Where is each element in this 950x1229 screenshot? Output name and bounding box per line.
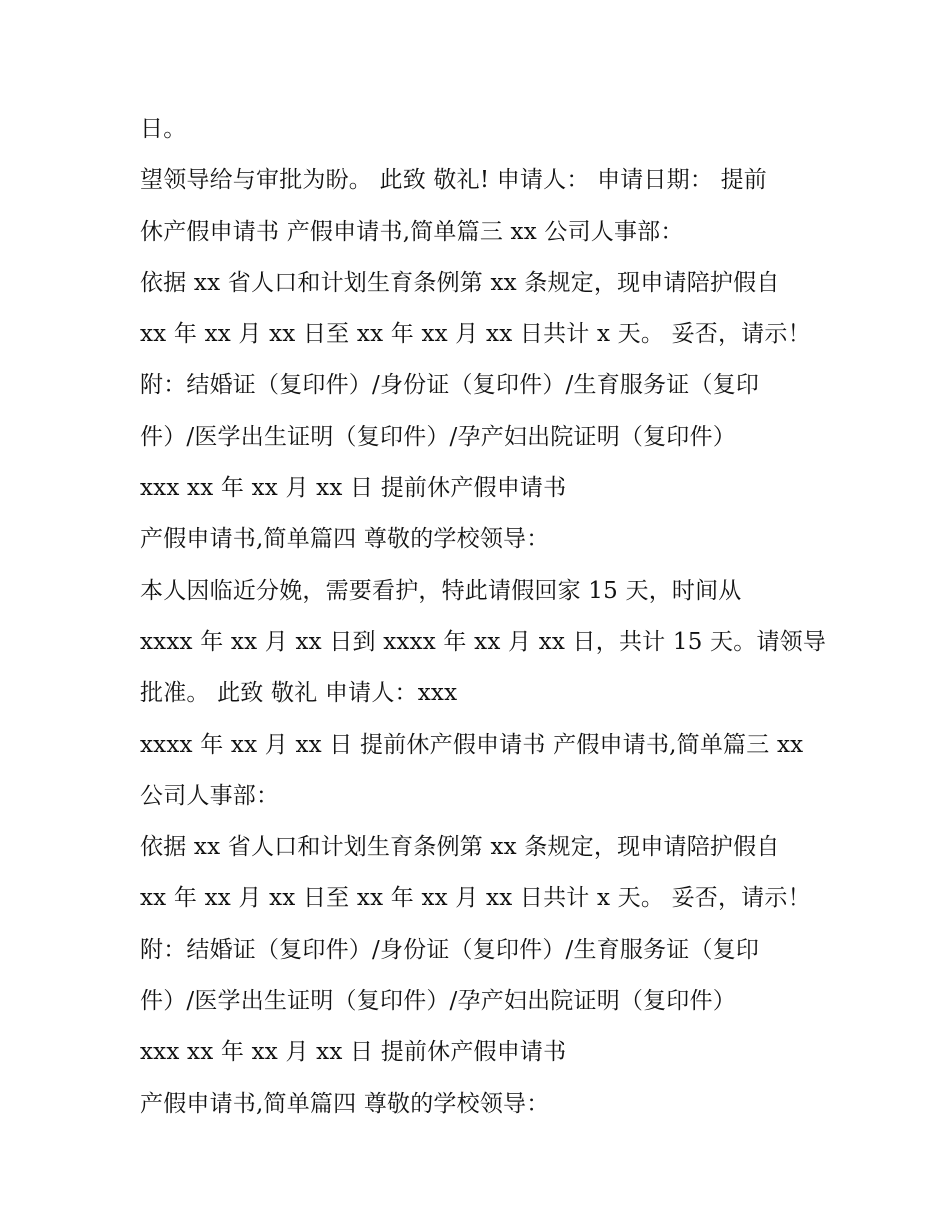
text-line: 依据 xx 省人口和计划生育条例第 xx 条规定，现申请陪护假自: [140, 834, 780, 861]
text-line: 批准。 此致 敬礼 申请人：xxx: [140, 680, 458, 707]
text-line: xxx xx 年 xx 月 xx 日 提前休产假申请书: [140, 475, 567, 502]
text-line: 望领导给与审批为盼。 此致 敬礼! 申请人： 申请日期： 提前: [140, 167, 767, 194]
text-line: xx 年 xx 月 xx 日至 xx 年 xx 月 xx 日共计 x 天。 妥否，请示！: [140, 321, 811, 348]
text-line: xxxx 年 xx 月 xx 日 提前休产假申请书 产假申请书,简单篇三 xx: [140, 731, 804, 758]
text-line: 产假申请书,简单篇四 尊敬的学校领导：: [140, 1090, 550, 1117]
text-line: 件）/医学出生证明（复印件）/孕产妇出院证明（复印件）: [140, 423, 736, 450]
text-line: xxx xx 年 xx 月 xx 日 提前休产假申请书: [140, 1039, 567, 1066]
document-body: [140, 104, 827, 1130]
text-line: 件）/医学出生证明（复印件）/孕产妇出院证明（复印件）: [140, 988, 736, 1015]
text-line: 附：结婚证（复印件）/身份证（复印件）/生育服务证（复印: [140, 372, 760, 399]
text-line: 本人因临近分娩，需要看护，特此请假回家 15 天，时间从: [140, 577, 742, 604]
text-line: 公司人事部：: [140, 782, 280, 809]
text-line: xx 年 xx 月 xx 日至 xx 年 xx 月 xx 日共计 x 天。 妥否，请示！: [140, 885, 811, 912]
text-line: xxxx 年 xx 月 xx 日到 xxxx 年 xx 月 xx 日，共计 15 天。请领导: [140, 628, 827, 655]
text-line: 休产假申请书 产假申请书,简单篇三 xx 公司人事部：: [140, 218, 684, 245]
text-line: 日。: [140, 116, 187, 142]
text-line: 附：结婚证（复印件）/身份证（复印件）/生育服务证（复印: [140, 936, 760, 963]
text-line: 依据 xx 省人口和计划生育条例第 xx 条规定，现申请陪护假自: [140, 269, 780, 296]
text-line: 产假申请书,简单篇四 尊敬的学校领导：: [140, 526, 550, 553]
